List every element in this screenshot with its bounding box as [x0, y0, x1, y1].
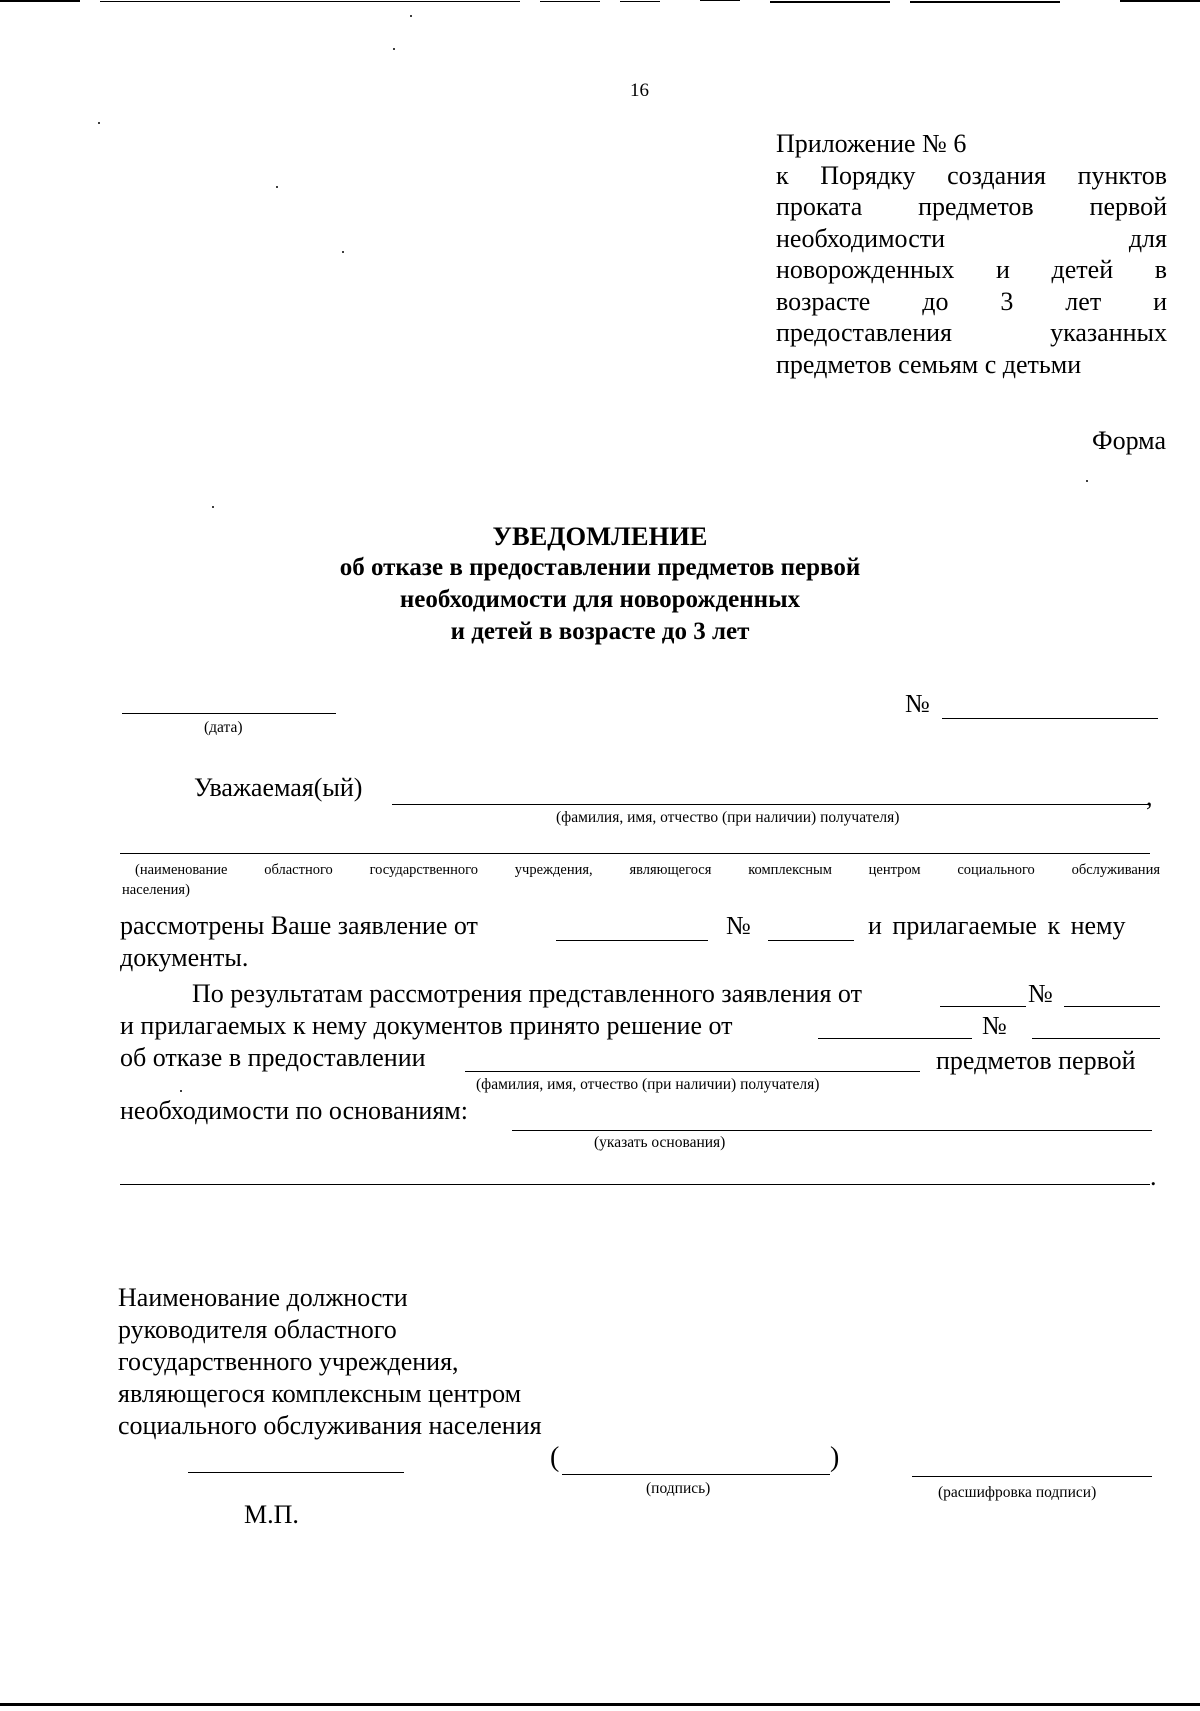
- appendix-last-line: предметов семьям с детьми: [776, 349, 1082, 379]
- signatory-line: социального обслуживания населения: [118, 1411, 542, 1440]
- signatory-line: руководителя областного: [118, 1315, 397, 1344]
- signatory-block: [118, 1282, 542, 1442]
- decision-number-line-1: [1064, 1006, 1160, 1007]
- refused-recipient-line: [465, 1071, 920, 1072]
- decision-line-3a: об отказе в предоставлении: [120, 1043, 426, 1072]
- date-caption: (дата): [204, 719, 243, 736]
- signature-close-paren: ): [830, 1442, 840, 1473]
- decision-date-line-1: [940, 1006, 1026, 1007]
- decision-number-sign-1: №: [1028, 979, 1053, 1008]
- decision-date-line-2: [818, 1038, 972, 1039]
- appendix-line: к Порядку создания пунктов: [776, 160, 1167, 190]
- signatory-line: Наименование должности: [118, 1283, 408, 1312]
- heading-line: необходимости для новорожденных: [399, 586, 801, 613]
- stamp-place: М.П.: [244, 1500, 299, 1529]
- decision-line-3b: предметов первой: [936, 1046, 1136, 1075]
- decision-line-1: По результатам рассмотрения представленного заявления от: [192, 979, 862, 1008]
- heading-line: об отказе в предоставлении предметов первой: [339, 554, 861, 581]
- recipient-name-line: [392, 804, 1150, 805]
- scan-artifact-bottom: [0, 1703, 1200, 1706]
- grounds-line-2: [120, 1184, 1150, 1185]
- appendix-line: новорожденных и детей в: [776, 255, 1167, 284]
- recipient-caption: (фамилия, имя, отчество (при наличии) получателя): [556, 809, 900, 826]
- review-text-3: документы.: [120, 943, 249, 972]
- number-sign: №: [905, 689, 930, 718]
- institution-name-line: [120, 853, 1150, 854]
- institution-caption-line: (наименование областного государственного учреждения, являющегося комплексным центром социального обслуживания: [135, 862, 1160, 878]
- heading-title: УВЕДОМЛЕНИЕ: [492, 521, 708, 551]
- greeting: Уважаемая(ый): [194, 773, 363, 802]
- page-number: 16: [630, 80, 649, 101]
- greeting-comma: ,: [1146, 782, 1153, 811]
- date-field-line: [122, 713, 336, 714]
- heading-line: и детей в возрасте до 3 лет: [450, 618, 750, 645]
- signature-open-paren: (: [550, 1442, 560, 1473]
- decision-number-sign-2: №: [982, 1011, 1007, 1040]
- grounds-caption: (указать основания): [594, 1134, 726, 1151]
- grounds-end-dot: .: [1150, 1162, 1157, 1191]
- position-signature-line: [188, 1472, 404, 1473]
- appendix-line: возрасте до 3 лет и: [776, 286, 1167, 316]
- appendix-line: проката предметов первой: [776, 192, 1167, 221]
- appendix-title: Приложение № 6: [776, 129, 967, 158]
- decision-line-2: и прилагаемых к нему документов принято решение от: [120, 1011, 733, 1040]
- grounds-line: [512, 1130, 1152, 1131]
- review-date-line: [556, 940, 708, 941]
- review-number-line: [768, 940, 854, 941]
- decryption-caption: (расшифровка подписи): [938, 1484, 1097, 1501]
- institution-caption-line: населения): [122, 882, 190, 898]
- decryption-line: [912, 1476, 1152, 1477]
- signature-line: [562, 1474, 830, 1475]
- form-label: Форма: [1092, 426, 1166, 455]
- institution-caption: [135, 861, 1160, 880]
- refused-recipient-caption: (фамилия, имя, отчество (при наличии) получателя): [476, 1076, 820, 1093]
- number-field-line: [942, 718, 1158, 719]
- signatory-line: государственного учреждения,: [118, 1347, 459, 1376]
- review-text-2: и прилагаемые к нему: [868, 911, 1126, 940]
- review-text-1: рассмотрены Ваше заявление от: [120, 911, 478, 940]
- appendix-line: необходимости для: [776, 223, 1167, 253]
- document-heading: [250, 520, 950, 648]
- decision-number-line-2: [1032, 1038, 1160, 1039]
- signatory-line: являющегося комплексным центром: [118, 1379, 522, 1408]
- decision-line-4: необходимости по основаниям:: [120, 1096, 468, 1125]
- signature-caption: (подпись): [646, 1480, 711, 1497]
- review-number-sign: №: [726, 911, 751, 940]
- appendix-line: предоставления указанных: [776, 318, 1167, 347]
- appendix-block: [776, 128, 1167, 380]
